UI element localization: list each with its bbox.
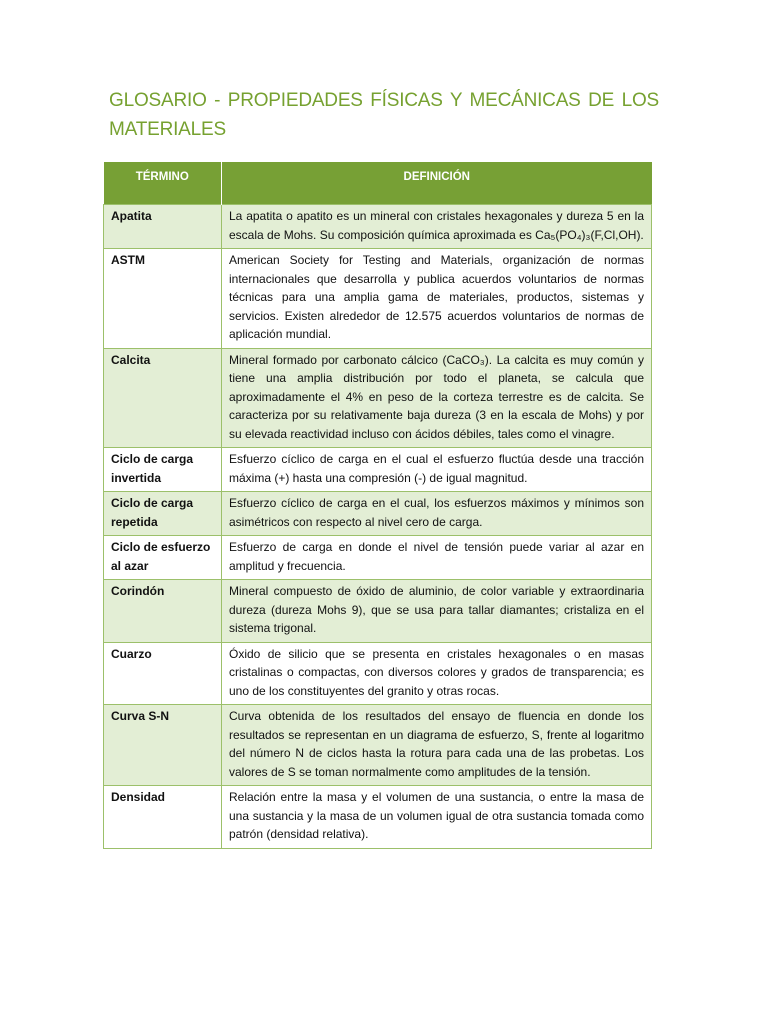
glossary-body [104, 205, 652, 849]
page-title: GLOSARIO - PROPIEDADES FÍSICAS Y MECÁNICAS DE LOS MATERIALES [109, 90, 659, 140]
table-row [104, 786, 652, 849]
definition-cell: Curva obtenida de los resultados del ensayo de fluencia en donde los resultados se representan en un diagrama de esfuerzo, S, frente al logaritmo del número N de ciclos hasta la rotura para cada una de las probetas. Los valores de S se toman normalmente como amplitudes de la tensión. [222, 705, 652, 786]
table-row [104, 705, 652, 786]
definition-cell: Mineral formado por carbonato cálcico (CaCO₃). La calcita es muy común y tiene una amplia distribución por todo el planeta, se calcula que aproximadamente el 4% en peso de la corteza terrestre es de calcita. Se caracteriza por su relativamente baja dureza (3 en la escala de Mohs) y por su elevada reactividad incluso con ácidos débiles, tales como el vinagre. [222, 348, 652, 448]
table-row [104, 492, 652, 536]
table-row [104, 580, 652, 643]
term-cell: Ciclo de esfuerzo al azar [104, 536, 222, 580]
term-cell: Apatita [104, 205, 222, 249]
definition-cell: Relación entre la masa y el volumen de una sustancia, o entre la masa de una sustancia y la masa de un volumen igual de otra sustancia tomada como patrón (densidad relativa). [222, 786, 652, 849]
header-term: TÉRMINO [104, 162, 222, 205]
term-cell: Ciclo de carga invertida [104, 448, 222, 492]
table-header-row [104, 162, 652, 205]
table-row [104, 249, 652, 349]
definition-cell: Esfuerzo cíclico de carga en el cual el esfuerzo fluctúa desde una tracción máxima (+) hasta una compresión (-) de igual magnitud. [222, 448, 652, 492]
definition-cell: Esfuerzo de carga en donde el nivel de tensión puede variar al azar en amplitud y frecuencia. [222, 536, 652, 580]
term-cell: ASTM [104, 249, 222, 349]
term-cell: Corindón [104, 580, 222, 643]
definition-cell: Esfuerzo cíclico de carga en el cual, los esfuerzos máximos y mínimos son asimétricos con respecto al nivel cero de carga. [222, 492, 652, 536]
glossary-table [103, 162, 652, 849]
definition-cell: American Society for Testing and Materials, organización de normas internacionales que desarrolla y publica acuerdos voluntarios de normas técnicas para una amplia gama de materiales, productos, sistemas y servicios. Existen alrededor de 12.575 acuerdos voluntarios de normas de aplicación mundial. [222, 249, 652, 349]
term-cell: Curva S-N [104, 705, 222, 786]
table-row [104, 448, 652, 492]
table-row [104, 348, 652, 448]
definition-cell: La apatita o apatito es un mineral con cristales hexagonales y dureza 5 en la escala de Mohs. Su composición química aproximada es Ca₅(PO₄)₃(F,Cl,OH). [222, 205, 652, 249]
table-row [104, 536, 652, 580]
definition-cell: Óxido de silicio que se presenta en cristales hexagonales o en masas cristalinas o compactas, con diversos colores y grados de transparencia; es uno de los constituyentes del granito y otras rocas. [222, 642, 652, 705]
term-cell: Cuarzo [104, 642, 222, 705]
term-cell: Ciclo de carga repetida [104, 492, 222, 536]
term-cell: Densidad [104, 786, 222, 849]
term-cell: Calcita [104, 348, 222, 448]
table-row [104, 642, 652, 705]
definition-cell: Mineral compuesto de óxido de aluminio, de color variable y extraordinaria dureza (dureza Mohs 9), que se usa para tallar diamantes; cristaliza en el sistema trigonal. [222, 580, 652, 643]
table-row [104, 205, 652, 249]
header-definition: DEFINICIÓN [222, 162, 652, 205]
